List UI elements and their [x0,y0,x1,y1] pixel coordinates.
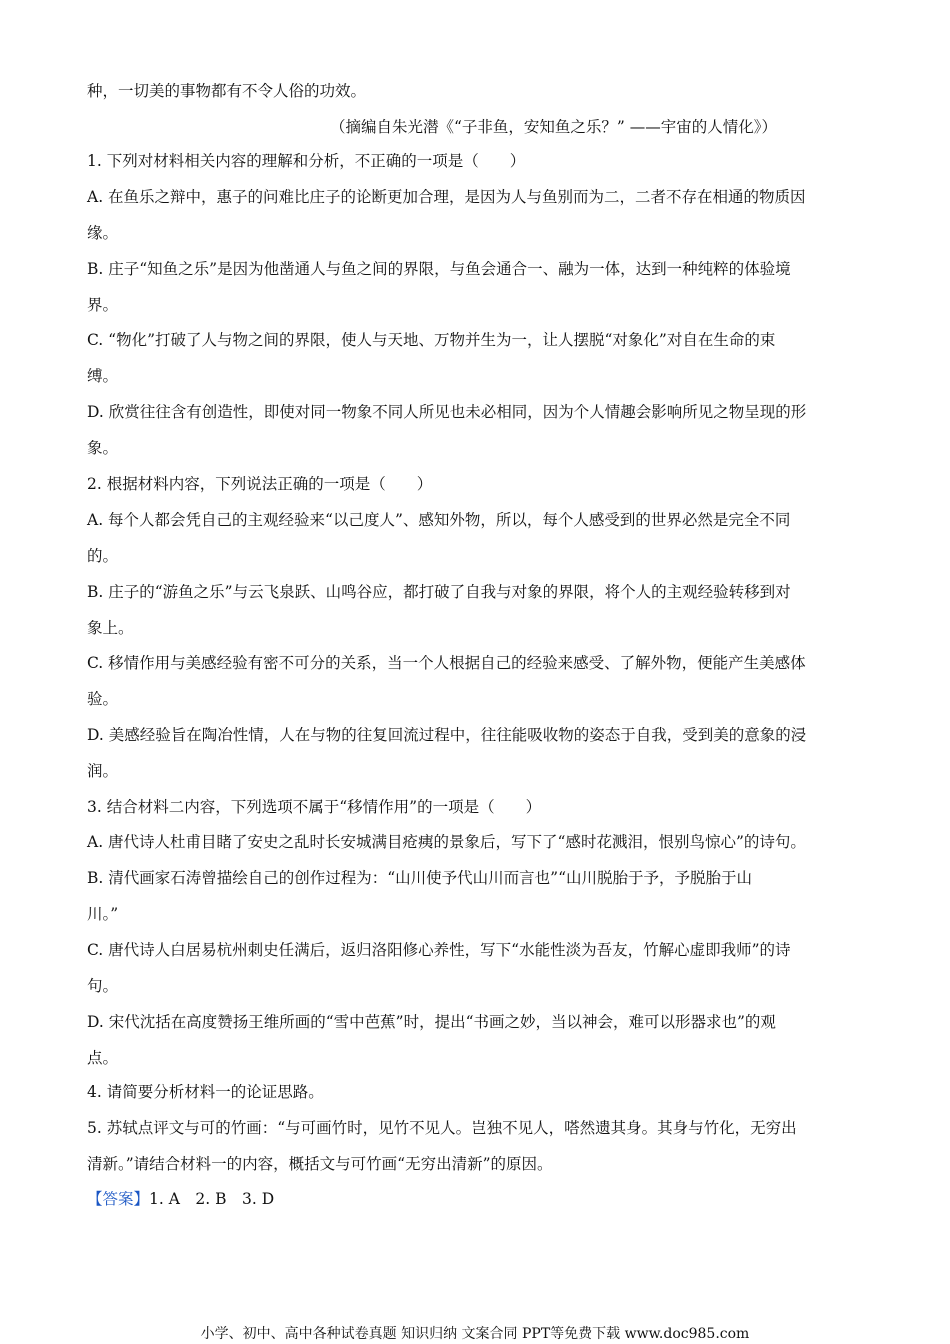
question-3-option-d: D. 宋代沈括在高度赞扬王维所画的“雪中芭蕉”时，提出“书画之妙，当以神会，难可以形器求也”的观 [87,1013,776,1031]
answer-value: 1. A 2. B 3. D [149,1190,275,1208]
question-1-option-c-cont: 缚。 [87,367,119,385]
question-3-option-c: C. 唐代诗人白居易杭州刺史任满后，返归洛阳修心养性，写下“水能性淡为吾友，竹解心虚即我师”的诗 [87,941,791,959]
source-citation: （摘编自朱光潜《“子非鱼，安知鱼之乐？” ——宇宙的人情化》） [330,118,778,136]
question-1-option-d: D. 欣赏往往含有创造性，即使对同一物象不同人所见也未必相同，因为个人情趣会影响所见之物呈现的形 [87,403,807,421]
question-1-stem: 1. 下列对材料相关内容的理解和分析，不正确的一项是（ ） [87,152,526,170]
question-3-option-b-cont: 川。” [87,905,119,923]
question-2-option-a: A. 每个人都会凭自己的主观经验来“以己度人”、感知外物，所以，每个人感受到的世界必然是完全不同 [87,511,791,529]
page-footer: 小学、初中、高中各种试卷真题 知识归纳 文案合同 PPT等免费下载 www.doc985.com [200,1326,750,1342]
question-5-stem: 5. 苏轼点评文与可的竹画：“与可画竹时，见竹不见人。岂独不见人，嗒然遗其身。其身与竹化，无穷出 [87,1119,797,1137]
answer-label: 【答案】 [87,1190,150,1208]
question-2-option-b: B. 庄子的“游鱼之乐”与云飞泉跃、山鸣谷应，都打破了自我与对象的界限，将个人的主观经验转移到对 [87,583,791,601]
question-4-stem: 4. 请简要分析材料一的论证思路。 [87,1083,324,1101]
question-2-option-d-cont: 润。 [87,762,119,780]
question-1-option-b-cont: 界。 [87,296,119,314]
question-2-option-c: C. 移情作用与美感经验有密不可分的关系，当一个人根据自己的经验来感受、了解外物，便能产生美感体 [87,654,806,672]
question-2-option-b-cont: 象上。 [87,619,134,637]
question-1-option-d-cont: 象。 [87,439,119,457]
question-1-option-c: C. “物化”打破了人与物之间的界限，使人与天地、万物并生为一，让人摆脱“对象化”对自在生命的束 [87,331,776,349]
question-1-option-b: B. 庄子“知鱼之乐”是因为他凿通人与鱼之间的界限，与鱼会通合一、融为一体，达到一种纯粹的体验境 [87,260,791,278]
question-3-option-c-cont: 句。 [87,977,119,995]
intro-tail: 种，一切美的事物都有不令人俗的功效。 [87,82,367,100]
question-1-option-a: A. 在鱼乐之辩中，惠子的问难比庄子的论断更加合理，是因为人与鱼别而为二，二者不存在相通的物质因 [87,188,806,206]
question-5-stem-cont: 清新。”请结合材料一的内容，概括文与可竹画“无穷出清新”的原因。 [87,1155,553,1173]
answer-line [87,1189,274,1209]
question-2-stem: 2. 根据材料内容，下列说法正确的一项是（ ） [87,475,433,493]
question-3-option-d-cont: 点。 [87,1049,119,1067]
question-1-option-a-cont: 缘。 [87,224,119,242]
question-3-option-b: B. 清代画家石涛曾描绘自己的创作过程为：“山川使予代山川而言也”“山川脱胎于予，予脱胎于山 [87,869,753,887]
question-3-stem: 3. 结合材料二内容，下列选项不属于“移情作用”的一项是（ ） [87,798,542,816]
question-2-option-c-cont: 验。 [87,690,119,708]
question-3-option-a: A. 唐代诗人杜甫目睹了安史之乱时长安城满目疮痍的景象后，写下了“感时花溅泪，恨别鸟惊心”的诗句。 [87,833,806,851]
question-2-option-d: D. 美感经验旨在陶冶性情，人在与物的往复回流过程中，往往能吸收物的姿态于自我，受到美的意象的浸 [87,726,807,744]
question-2-option-a-cont: 的。 [87,547,119,565]
